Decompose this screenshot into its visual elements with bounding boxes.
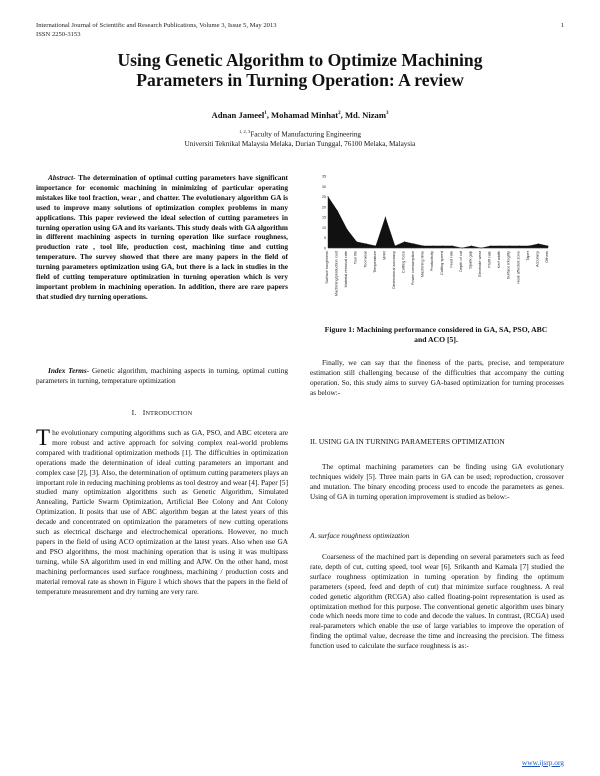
title-line-1: Using Genetic Algorithm to Optimize Machining (117, 50, 483, 70)
author-2: Mohamad Minhat (271, 110, 339, 120)
data-point (423, 245, 424, 246)
x-tick-label: Profit rate (486, 251, 492, 268)
author-3: Md. Nizam (344, 110, 386, 120)
y-tick-label: 25 (322, 195, 326, 200)
data-point (471, 245, 472, 246)
figure-1-chart (318, 172, 554, 322)
section-heading-2: II. USING GA IN TURNING PARAMETERS OPTIMIZATION (310, 437, 505, 446)
author-3-sup: 3 (386, 111, 389, 117)
x-tick-label: Feed rate (448, 251, 454, 268)
x-tick-label: Productivity (429, 251, 435, 272)
right-para-3-text: Coarseness of the machined part is depending on several parameters such as feed rate, depth of cut, cutting speed, tool wear [6]. Srikanth and Kamala [7] studied the surface roughness optimization in turning operation by finding the optimum parameters (speed, feed and depth of cut) that minimize surface roughness. A real coded genetic algorithm (RCGA) also called floating-point representation is used as optimization method for this purpose. The conventional genetic algorithm uses binary code which needs more time to code and decode the values. In contrast, (RCGA) used real-parameters which enable the use of large variables to improve the operation of finding the optimal value, decrease the time and increasing the precision. The fitness function used to calculate the surface roughness is as:- (310, 552, 564, 651)
abstract-text: The determination of optimal cutting parameters have significant importance for economic machining in minimizing of particular operating mistakes like tool fraction, wear , and chatter. The evolutionary algorithm GA is used to improve many solutions of optimization complex problems in many applications. This paper reviewed the ideal selection of cutting parameters in turning operation using GA and its variants. This study deals with GA algorithm in different machining aspects in turning operation like surface roughness, production rate , tool life, production cost, machining time and cutting temperature. The survey showed that there are many papers in the field of turning parameters optimization using GA, but there is a lack in studies in the field of cutting temperature optimization in turning operation which is very important problem in machining operation. In addition, there are rare papers that studied dry turning operations. (36, 173, 288, 301)
dropcap: T (36, 425, 51, 450)
x-tick-label: Temperature (371, 251, 377, 273)
section-1-numeral: I. (131, 408, 137, 417)
right-paragraph-3 (310, 552, 564, 651)
introduction-text: he evolutionary computing algorithms such as GA, PSO, and ABC etcetera are more robust and active approach for solving complex real-world problems compared with traditional optimization methods [1]. The difficulties in optimization operations made the determination of ideal cutting parameters an important and complex case [2], [3]. Also, the determination of optimum cutting parameters plays an important role in reducing machining problems as tool destroy and wear [4]. Paper [5] studied many optimization algorithms such as Genetic Algorithm, Simulated Annealing, Particle Swarm Optimization, Artificial Bee Colony and Ant Colony Optimization. It posits that use of ABC algorithm began at the latest years of this decade and concentrated on optimization the parameters of new cutting operations such as electrical discharge and electrochemical operations. However, no much papers in the field of using ACO optimization at the latest years. Also when use GA and PSO algorithms, the most machining operation that is using it was multipass turning, while SA algorithm used in end milling and AJW. On the other hand, most machining performances used surface roughness, machining / production costs and material removal rate as shown in Figure 1 which shows that the papers in the field of temperature measurement and dry turning are very rare. (36, 428, 288, 596)
x-tick-label: Cutting speed (438, 251, 444, 276)
data-point (442, 245, 443, 246)
abstract (36, 173, 288, 302)
y-tick-label: 10 (322, 225, 326, 230)
data-point (337, 210, 338, 211)
right-para-1-text: Finally, we can say that the fineness of the parts, precise, and temperature estimation still challenging because of the difficulties that accompany the cutting operation. So, this study aims to survey GA-based optimization for turning processes as below:- (310, 358, 564, 397)
data-point (548, 245, 549, 246)
data-point (509, 245, 510, 246)
data-point (528, 245, 529, 246)
issn-line: ISSN 2250-3153 (36, 30, 81, 38)
index-terms (36, 366, 288, 386)
affiliation-line-2: Universiti Teknikal Malaysia Melaka, Durian Tunggal, 76100 Melaka, Malaysia (184, 140, 416, 149)
y-tick-label: 30 (322, 184, 326, 189)
data-point (490, 245, 491, 246)
journal-website-link[interactable]: www.ijsrp.org (521, 758, 564, 767)
x-tick-label: Machining time (419, 251, 425, 278)
x-tick-label: Kerf width (496, 251, 502, 269)
y-tick-label: 15 (322, 215, 326, 220)
section-heading-introduction (36, 408, 288, 419)
data-point (385, 217, 386, 218)
y-tick-label: 35 (322, 174, 326, 179)
data-point (394, 245, 395, 246)
author-1-sup: 1 (264, 111, 267, 117)
x-tick-label: Cutting force (400, 251, 406, 274)
data-point (347, 229, 348, 230)
index-terms-text: - Genetic algorithm, machining aspects in turning, optimal cutting parameters in turning, temperature optimization (36, 366, 288, 385)
x-tick-label: Dimensional accuracy (390, 251, 396, 290)
x-tick-label: MRR (381, 251, 387, 260)
journal-line: International Journal of Scientific and Research Publications, Volume 3, Issue 5, May 2013 (36, 22, 277, 29)
paper-title (40, 50, 560, 90)
x-tick-label: Spark gap (467, 251, 473, 269)
affiliation-line-1: Faculty of Manufacturing Engineering (250, 130, 362, 139)
area-series (328, 197, 548, 248)
data-point (414, 243, 415, 244)
y-tick-label: 20 (322, 205, 326, 210)
page-number: 1 (560, 22, 564, 29)
y-tick-label: 0 (324, 246, 326, 251)
introduction-paragraph (36, 425, 288, 596)
x-tick-label: Tool wear (362, 251, 368, 268)
x-tick-label: Electrode wear (477, 251, 483, 277)
x-tick-label: Power consumption (410, 251, 416, 286)
right-paragraph-1 (310, 358, 564, 398)
data-point (538, 243, 539, 244)
y-tick-label: 5 (324, 236, 326, 241)
author-2-sup: 2 (338, 111, 341, 117)
x-tick-label: Tool life (352, 251, 358, 265)
x-tick-label: Accuracy (534, 251, 540, 267)
index-terms-label: Index Terms (48, 366, 87, 375)
title-line-2: Parameters in Turning Operation: A review (136, 70, 464, 90)
data-point (500, 245, 501, 246)
right-paragraph-2 (310, 462, 564, 502)
x-tick-label: Taper (524, 251, 530, 261)
x-tick-label: Others (544, 251, 549, 263)
section-1-rest: NTRODUCTION (145, 410, 193, 417)
affiliation-sup: 1, 2, 3 (238, 129, 251, 134)
journal-header (36, 22, 277, 39)
subsection-heading-a (310, 531, 564, 541)
abstract-label: Abstract- (48, 173, 76, 182)
section-1-first-letter: I (142, 408, 146, 417)
data-point (519, 245, 520, 246)
x-tick-label: Material removal rate (343, 251, 349, 288)
data-point (356, 241, 357, 242)
subsection-a-text: A. surface roughness optimization (310, 531, 410, 540)
author-list: Adnan Jameel$^1$, Mohamad Minhat$^2$, Md. Nizam$^3$ (211, 110, 389, 120)
x-tick-label: Depth of cut (457, 251, 463, 272)
affiliation (40, 127, 560, 149)
x-tick-label: Surface roughness (324, 251, 329, 284)
data-point (433, 245, 434, 246)
x-tick-label: Machining/production cost (333, 251, 339, 297)
author-1: Adnan Jameel (211, 110, 265, 120)
data-point (375, 245, 376, 246)
right-para-2-text: The optimal machining parameters can be finding using GA evolutionary techniques widely [5]. Three main parts in GA can be used; reproduction, crossover and mutation. The binary encoding process used to encode the parameters as genes. Using of GA in turning operation improvement is studied as below:- (310, 462, 564, 501)
x-tick-label: Surface integrity (505, 251, 511, 280)
figure-1-caption: Figure 1: Machining performance considered in GA, SA, PSO, ABC and ACO [5]. (324, 325, 548, 344)
data-point (328, 196, 329, 197)
data-point (452, 245, 453, 246)
x-tick-label: Heat affected zone (515, 251, 521, 284)
data-point (366, 243, 367, 244)
data-point (404, 241, 405, 242)
